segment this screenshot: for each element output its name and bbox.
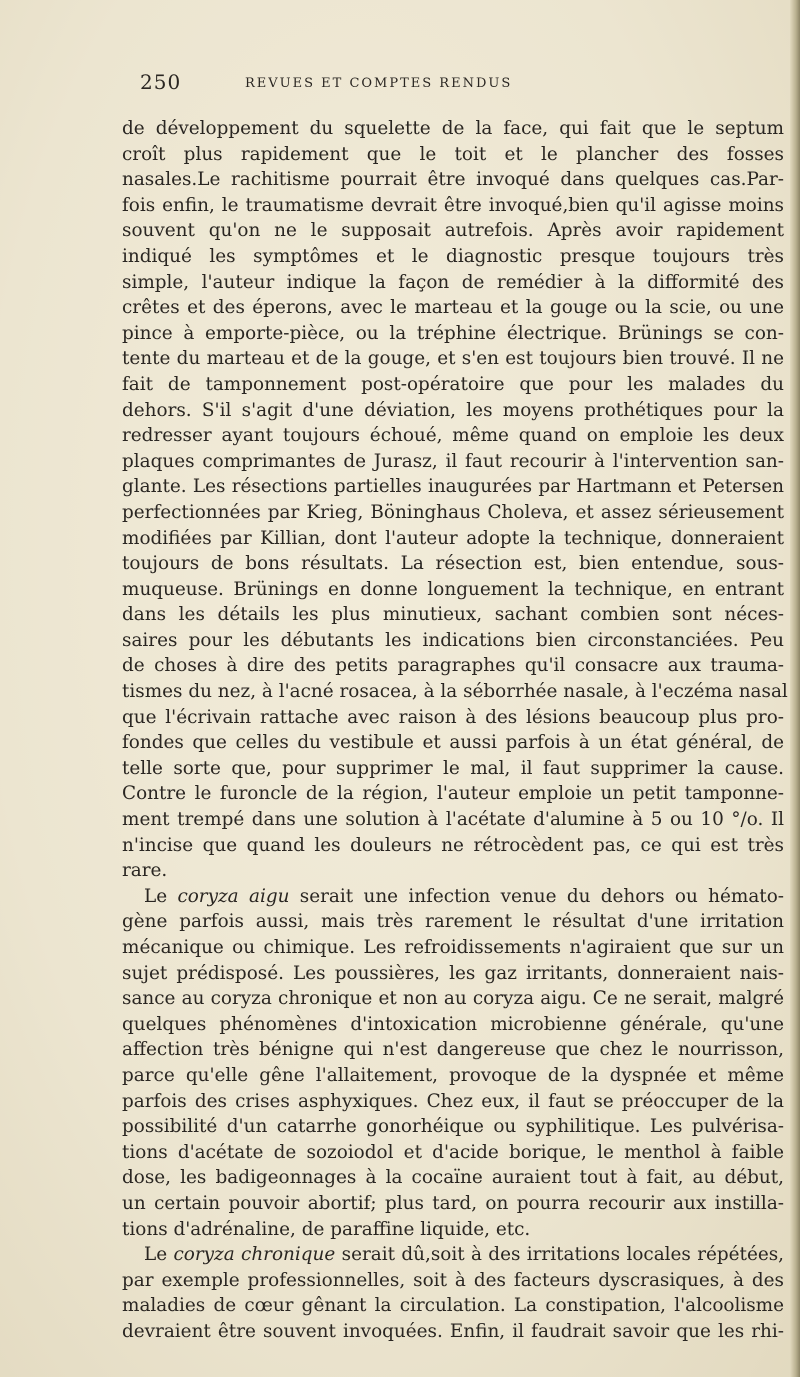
text-line: de développement du squelette de la face, qui fait que le septum xyxy=(122,118,784,139)
text-line: affection très bénigne qui n'est dangereuse que chez le nourrisson, xyxy=(122,1039,784,1061)
text-line: ment trempé dans une solution à l'acétate d'alumine à 5 ou 10 °/o. Il xyxy=(122,809,784,831)
text-line: parce qu'elle gêne l'allaitement, provoque de la dyspnée et même xyxy=(122,1064,784,1086)
text-line: que l'écrivain rattache avec raison à des lésions beaucoup plus pro- xyxy=(122,706,784,728)
text-line: fait de tamponnement post-opératoire que pour les malades du xyxy=(122,373,784,395)
page-number: 250 xyxy=(140,70,182,94)
text-line xyxy=(122,1242,784,1268)
line-segment: serait une infection venue du dehors ou hémato- xyxy=(289,885,784,907)
text-line: mécanique ou chimique. Les refroidissements n'agiraient que sur un xyxy=(122,937,784,958)
text-line: un certain pouvoir abortif; plus tard, on pourra recourir aux instilla- xyxy=(122,1192,784,1214)
text-line: tismes du nez, à l'acné rosacea, à la séborrhée nasale, à l'eczéma nasal xyxy=(122,681,788,703)
text-line: dose, les badigeonnages à la cocaïne auraient tout à fait, au début, xyxy=(122,1167,784,1189)
text-line: dehors. S'il s'agit d'une déviation, les moyens prothétiques pour la xyxy=(122,399,784,421)
text-line: fondes que celles du vestibule et aussi parfois à un état général, de xyxy=(122,732,784,754)
text-line: souvent qu'on ne le supposait autrefois. Après avoir rapidement xyxy=(122,220,784,242)
text-line: perfectionnées par Krieg, Böninghaus Choleva, et assez sérieusement xyxy=(122,501,784,523)
text-line: de choses à dire des petits paragraphes qu'il consacre aux trauma- xyxy=(122,655,784,677)
text-line: pince à emporte-pièce, ou la tréphine électrique. Brünings se con- xyxy=(122,322,784,344)
text-line: saires pour les débutants les indications bien circonstanciées. Peu xyxy=(122,629,784,651)
text-line: devraient être souvent invoquées. Enfin, il faudrait savoir que les rhi- xyxy=(122,1320,784,1342)
text-line: redresser ayant toujours échoué, même quand on emploie les deux xyxy=(122,425,784,447)
italic-term: coryza chronique xyxy=(173,1244,336,1266)
line-segment: serait dû,soit à des irritations locales répétées, xyxy=(335,1244,784,1266)
text-line: crêtes et des éperons, avec le marteau et la gouge ou la scie, ou une xyxy=(122,297,784,319)
italic-term: coryza aigu xyxy=(177,885,290,907)
text-line: tions d'adrénaline, de paraffine liquide, etc. xyxy=(122,1218,531,1240)
text-line: tions d'acétate de sozoiodol et d'acide borique, le menthol à faible xyxy=(122,1141,784,1163)
text-line: modifiées par Killian, dont l'auteur adopte la technique, donneraient xyxy=(122,527,784,549)
body-text xyxy=(122,116,788,1345)
text-line: quelques phénomènes d'intoxication microbienne générale, qu'une xyxy=(122,1013,784,1035)
text-line: plaques comprimantes de Jurasz, il faut recourir à l'intervention san- xyxy=(122,450,784,472)
text-line: rare. xyxy=(122,860,168,882)
page-header xyxy=(140,70,620,100)
text-line: dans les détails les plus minutieux, sachant combien sont néces- xyxy=(122,604,784,626)
text-line: muqueuse. Brünings en donne longuement la technique, en entrant xyxy=(122,578,784,600)
text-line: glante. Les résections partielles inaugurées par Hartmann et Petersen xyxy=(122,476,784,498)
text-line: nasales.Le rachitisme pourrait être invoqué dans quelques cas.Par- xyxy=(122,169,784,191)
text-line: toujours de bons résultats. La résection est, bien entendue, sous- xyxy=(122,553,784,575)
text-line: telle sorte que, pour supprimer le mal, il faut supprimer la cause. xyxy=(122,757,784,779)
running-title: REVUES ET COMPTES RENDUS xyxy=(245,76,513,91)
text-line: indiqué les symptômes et le diagnostic presque toujours très xyxy=(122,245,784,267)
text-line: parfois des crises asphyxiques. Chez eux, il faut se préoccuper de la xyxy=(122,1090,784,1112)
text-line: fois enfin, le traumatisme devrait être invoqué,bien qu'il agisse moins xyxy=(122,194,784,216)
page-spine-edge xyxy=(790,0,800,1377)
text-line: simple, l'auteur indique la façon de remédier à la difformité des xyxy=(122,271,784,293)
line-segment: Le xyxy=(144,1244,174,1266)
text-line: gène parfois aussi, mais très rarement le résultat d'une irritation xyxy=(122,911,784,933)
line-segment: Le xyxy=(144,885,178,907)
text-line: croît plus rapidement que le toit et le plancher des fosses xyxy=(122,143,784,165)
text-line xyxy=(122,884,784,910)
text-line: n'incise que quand les douleurs ne rétrocèdent pas, ce qui est très xyxy=(122,834,784,856)
text-line: possibilité d'un catarrhe gonorhéique ou syphilitique. Les pulvérisa- xyxy=(122,1116,784,1138)
text-line: sance au coryza chronique et non au coryza aigu. Ce ne serait, malgré xyxy=(122,988,784,1010)
text-line: maladies de cœur gênant la circulation. La constipation, l'alcoolisme xyxy=(122,1295,784,1317)
text-line: sujet prédisposé. Les poussières, les gaz irritants, donneraient nais- xyxy=(122,962,784,984)
text-line: Contre le furoncle de la région, l'auteur emploie un petit tamponne- xyxy=(122,783,784,805)
text-line: tente du marteau et de la gouge, et s'en est toujours bien trouvé. Il ne xyxy=(122,348,784,370)
text-line: par exemple professionnelles, soit à des facteurs dyscrasiques, à des xyxy=(122,1269,784,1291)
